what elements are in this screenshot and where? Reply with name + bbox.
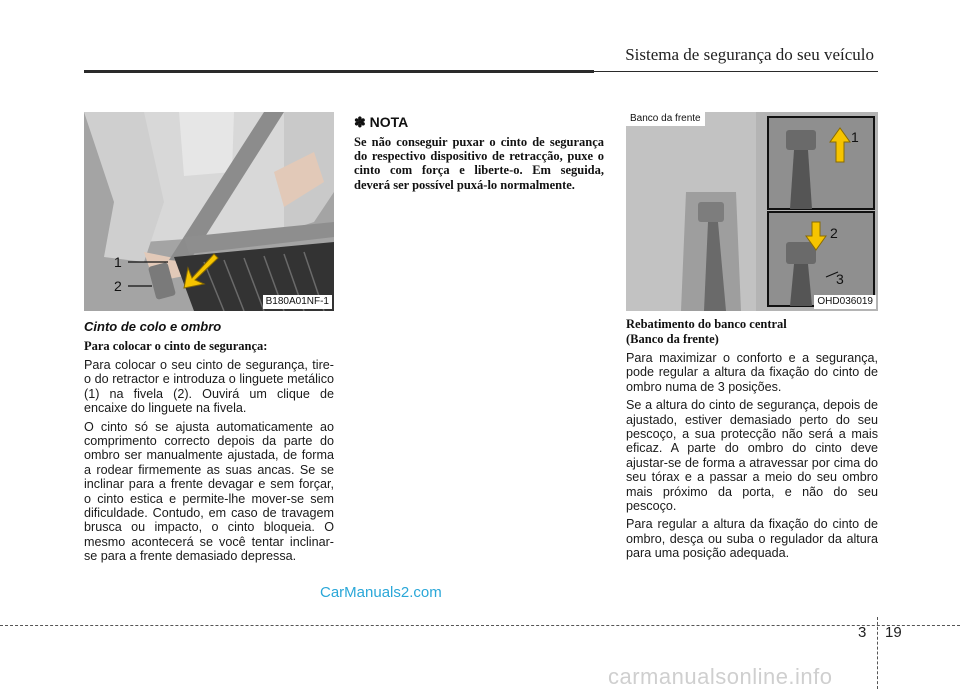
section-subheading: Para colocar o cinto de segurança:: [84, 339, 268, 353]
section-subheading-sub: (Banco da frente): [626, 332, 719, 346]
seatbelt-buckle-illustration: [84, 112, 334, 311]
belt-height-adjuster-illustration: [626, 112, 878, 311]
figure-code: B180A01NF-1: [263, 295, 332, 309]
body-paragraph: O cinto só se ajusta automaticamente ao comprimento correcto depois da parte do ombro ser manualmente ajustada, de forma a rodear firmemente as suas ancas. Se se inclinar para a frente devagar e sem forçar, o cinto estica e permite-lhe mover-se sem dificuldade. Contudo, em caso de travagem brusca ou impacto, o cinto bloqueia. O mesmo acontecerá se você tentar inclinar-se para a frente demasiado depressa.: [84, 419, 334, 564]
right-column: [626, 112, 878, 561]
body-paragraph: Para regular a altura da fixação do cinto de ombro, desça ou suba o regulador da altura para uma posição adequada.: [626, 517, 878, 561]
callout-2: 2: [114, 278, 122, 294]
seatbelt-buckle-drawing: [84, 112, 334, 311]
page-header-title: Sistema de segurança do seu veículo: [625, 45, 874, 64]
footer-rule: [0, 625, 960, 626]
header-rule: [84, 70, 594, 73]
note-title: ✽ NOTA: [354, 114, 409, 130]
left-column: [84, 112, 334, 564]
callout-1: 1: [851, 129, 859, 145]
figure-label: Banco da frente: [626, 112, 705, 126]
footer-watermark: carmanualsonline.info: [608, 664, 833, 689]
watermark-link[interactable]: CarManuals2.com: [320, 584, 442, 601]
note-body: Se não conseguir puxar o cinto de segurança do respectivo dispositivo de retracção, puxe o cinto com força e liberte-o. Em seguida, deverá ser possível puxá-lo normalmente.: [354, 135, 604, 192]
body-paragraph: Se a altura do cinto de segurança, depois de ajustado, estiver demasiado perto do seu pescoço, a sua protecção não será a mais eficaz. A parte do ombro do cinto deve ajustar-se de forma a atravessar por cima do seu tórax e a passar a meio do seu ombro mais próximo da porta, e não do seu pescoço.: [626, 398, 878, 514]
figure-code: OHD036019: [814, 295, 876, 309]
section-subheading: Rebatimento do banco central: [626, 317, 787, 331]
middle-column: [354, 112, 604, 192]
belt-height-drawing: [626, 112, 878, 311]
header-rule-thin: [594, 71, 878, 72]
callout-2: 2: [830, 225, 838, 241]
body-paragraph: Para maximizar o conforto e a segurança, pode regular a altura da fixação do cinto de ombro numa de 3 posições.: [626, 351, 878, 394]
body-paragraph: Para colocar o seu cinto de segurança, tire-o do retractor e introduza o linguete metálico (1) na fivela (2). Ouvirá um clique de encaixe do linguete na fivela.: [84, 358, 334, 416]
figure-caption: Cinto de colo e ombro: [84, 319, 222, 334]
callout-1: 1: [114, 254, 122, 270]
chapter-number: 3: [858, 624, 867, 641]
callout-3: 3: [836, 271, 844, 287]
page-number-separator: [877, 617, 878, 689]
page-number: 19: [885, 624, 902, 641]
